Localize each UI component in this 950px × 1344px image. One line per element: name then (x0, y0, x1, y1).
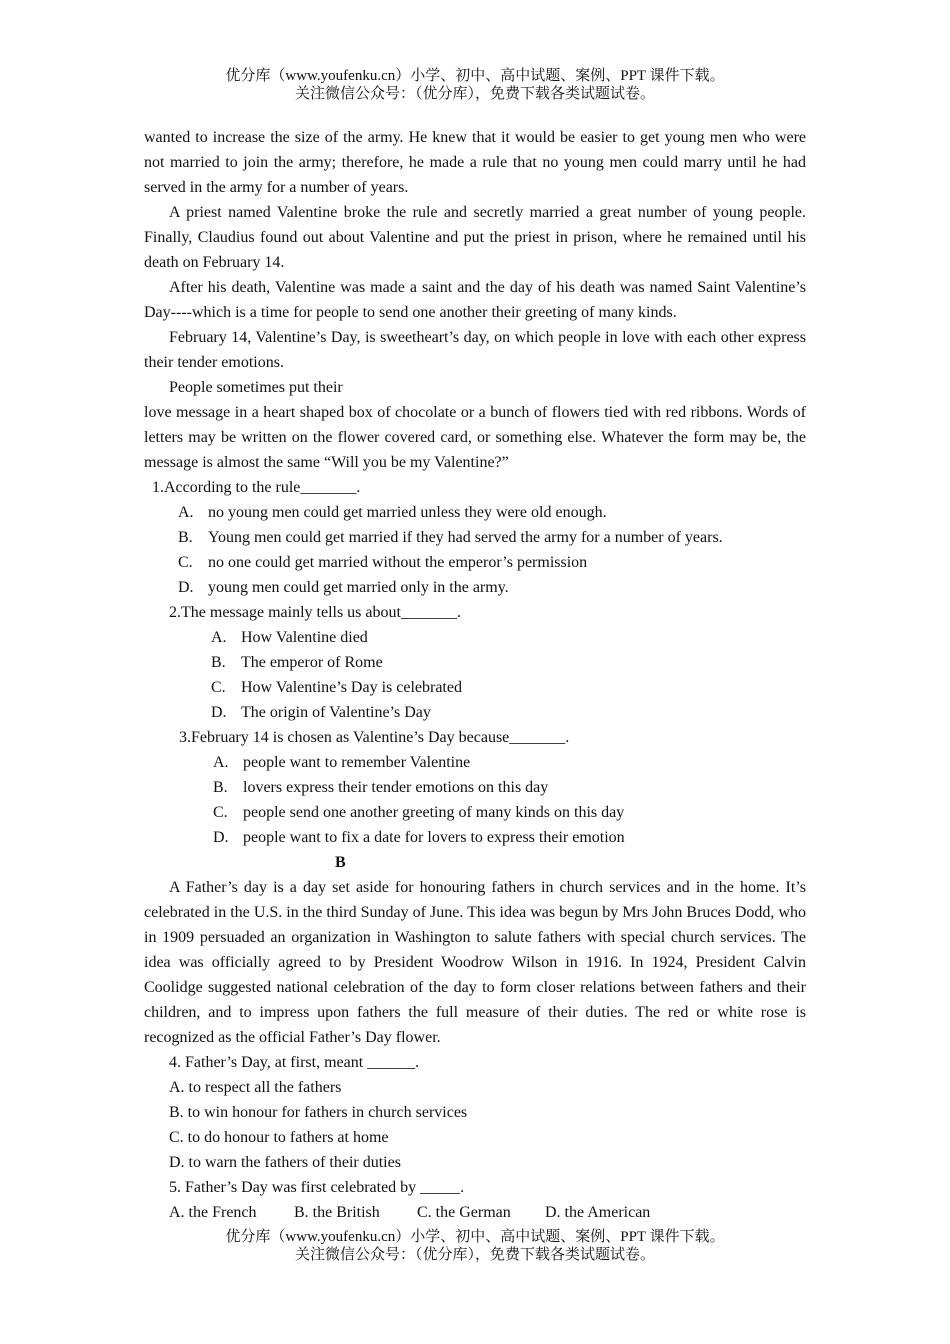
question-2-option-d (144, 700, 806, 725)
option-letter: D. (211, 704, 227, 721)
option-letter: A. (213, 754, 229, 771)
option-text: people want to remember Valentine (243, 754, 471, 771)
question-2-option-a (144, 625, 806, 650)
footer-line-2: 关注微信公众号：（优分库），免费下载各类试题试卷。 (294, 1247, 655, 1263)
question-2-stem: 2.The message mainly tells us about_______. (169, 604, 461, 621)
footer-line-1: 优分库（www.youfenku.cn）小学、初中、高中试题、案例、PPT 课件下载。 (225, 1229, 725, 1245)
question-1-option-c (144, 550, 806, 575)
question-1-option-a (144, 500, 806, 525)
page-footer (0, 1228, 950, 1264)
option-letter: D. (213, 829, 229, 846)
passage-a-paragraph-3: After his death, Valentine was made a saint and the day of his death was named Saint Valentine’s Day----which is a time for people to send one another their greeting of many kinds. (144, 279, 806, 321)
document-body (144, 125, 806, 1225)
page-header (0, 67, 950, 103)
option-letter: B. (178, 529, 193, 546)
option-text: people send one another greeting of many kinds on this day (243, 804, 625, 821)
option-letter: B. (213, 779, 228, 796)
question-2-option-c (144, 675, 806, 700)
passage-a-paragraph-1: wanted to increase the size of the army. He knew that it would be easier to get young men who were not married to join the army; therefore, he made a rule that no young men could marry until he had served in the army for a number of years. (144, 129, 806, 196)
question-5-option-b: B. the British (294, 1204, 380, 1221)
header-line-2: 关注微信公众号：（优分库），免费下载各类试题试卷。 (294, 86, 655, 102)
question-5-options (144, 1200, 806, 1225)
question-3-option-a (144, 750, 806, 775)
question-1-stem: 1.According to the rule_______. (152, 479, 361, 496)
question-4-option-b: B. to win honour for fathers in church services (169, 1104, 468, 1121)
option-letter: C. (211, 679, 226, 696)
section-b-heading: B (335, 854, 346, 871)
question-4-option-c: C. to do honour to fathers at home (169, 1129, 389, 1146)
question-3-stem: 3.February 14 is chosen as Valentine’s Day because_______. (179, 729, 570, 746)
question-5-option-a: A. the French (169, 1204, 257, 1221)
question-3-option-d (144, 825, 806, 850)
question-2-option-b (144, 650, 806, 675)
passage-a-paragraph-4: February 14, Valentine’s Day, is sweetheart’s day, on which people in love with each other express their tender emotions. (144, 329, 806, 371)
question-4-option-a: A. to respect all the fathers (169, 1079, 342, 1096)
question-4-option-d: D. to warn the fathers of their duties (169, 1154, 401, 1171)
option-text: lovers express their tender emotions on this day (243, 779, 549, 796)
option-text: The origin of Valentine’s Day (241, 704, 431, 721)
question-5-stem: 5. Father’s Day was first celebrated by _____. (169, 1179, 465, 1196)
option-text: How Valentine died (241, 629, 368, 646)
option-text: no young men could get married unless they were old enough. (208, 504, 607, 521)
question-5-option-d: D. the American (545, 1204, 651, 1221)
passage-b-paragraph: A Father’s day is a day set aside for honouring fathers in church services and in the home. It’s celebrated in the U.S. in the third Sunday of June. This idea was begun by Mrs John Bruces Dodd, who in 1909 persuaded an organization in Washington to salute fathers with special church services. The idea was officially agreed to by President Woodrow Wilson in 1916. In 1924, President Calvin Coolidge suggested national celebration of the day to form closer relations between fathers and their children, and to impress upon fathers the full measure of their duties. The red or white rose is recognized as the official Father’s Day flower. (144, 879, 806, 1046)
passage-a-paragraph-2: A priest named Valentine broke the rule and secretly married a great number of young people. Finally, Claudius found out about Valentine and put the priest in prison, where he remained until his death on February 14. (144, 204, 806, 271)
question-3-option-b (144, 775, 806, 800)
header-line-1: 优分库（www.youfenku.cn）小学、初中、高中试题、案例、PPT 课件下载。 (225, 68, 725, 84)
option-letter: D. (178, 579, 194, 596)
question-1-option-d (144, 575, 806, 600)
question-5-option-c: C. the German (417, 1204, 511, 1221)
option-letter: B. (211, 654, 226, 671)
option-letter: A. (211, 629, 227, 646)
option-letter: C. (213, 804, 228, 821)
question-1-option-b (144, 525, 806, 550)
option-text: people want to fix a date for lovers to express their emotion (243, 829, 625, 846)
passage-a-paragraph-5-cont: love message in a heart shaped box of chocolate or a bunch of flowers tied with red ribbons. Words of letters may be written on the flower covered card, or something else. Whatever the form may be, the message is almost the same “Will you be my Valentine?” (144, 404, 806, 471)
option-letter: A. (178, 504, 194, 521)
option-text: The emperor of Rome (241, 654, 383, 671)
option-letter: C. (178, 554, 193, 571)
passage-a-paragraph-5-start: People sometimes put their (169, 379, 343, 396)
option-text: young men could get married only in the army. (208, 579, 509, 596)
question-4-stem: 4. Father’s Day, at first, meant ______. (169, 1054, 420, 1071)
option-text: How Valentine’s Day is celebrated (241, 679, 462, 696)
option-text: no one could get married without the emperor’s permission (208, 554, 588, 571)
question-3-option-c (144, 800, 806, 825)
option-text: Young men could get married if they had served the army for a number of years. (208, 529, 723, 546)
